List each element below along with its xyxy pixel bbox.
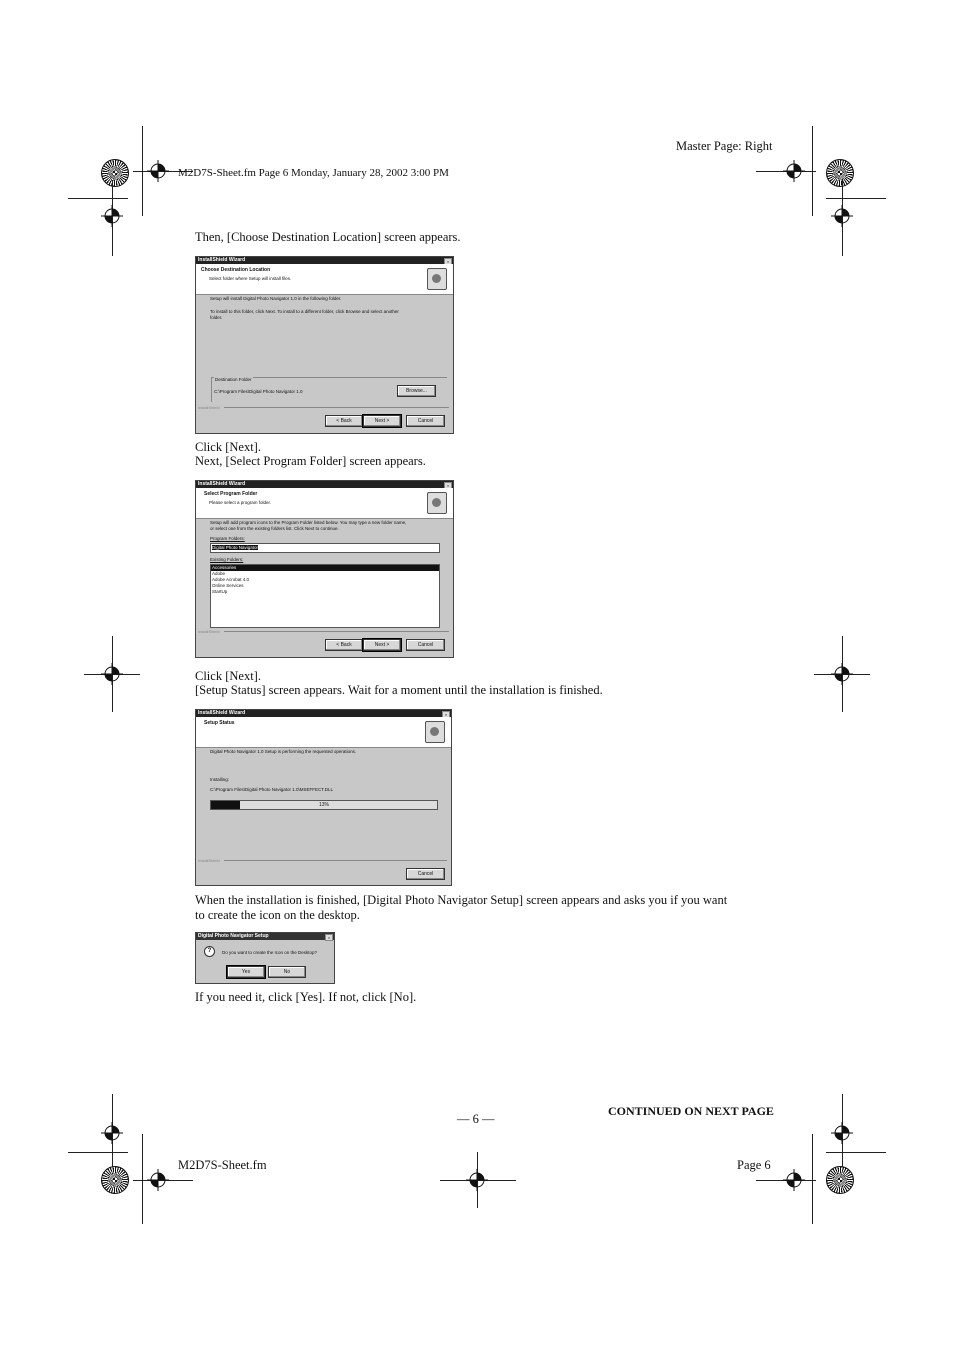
paragraph-click-next-2: Click [Next]. (195, 669, 261, 683)
destination-folder-label: Destination Folder (215, 377, 252, 382)
next-button[interactable]: Next > (363, 415, 401, 427)
registration-target-icon (831, 1122, 853, 1144)
back-button[interactable]: < Back (325, 639, 363, 651)
dialog-header (196, 717, 451, 748)
registration-target-icon (101, 205, 123, 227)
installshield-brand: InstallShield (198, 629, 220, 634)
paragraph-click-next-1: Click [Next]. (195, 440, 261, 454)
installing-path: C:\Program Files\Digital Photo Navigator 1.0\MSEFFECT.DLL (210, 787, 334, 792)
paragraph-create-icon: to create the icon on the desktop. (195, 908, 360, 922)
browse-button[interactable]: Browse... (397, 385, 436, 397)
registration-target-icon (147, 160, 169, 182)
select-program-folder-dialog (195, 480, 454, 658)
paragraph-select-program-folder: Next, [Select Program Folder] screen appears. (195, 454, 426, 468)
no-button[interactable]: No (268, 966, 306, 978)
paragraph-choose-destination: Then, [Choose Destination Location] screen appears. (195, 230, 461, 244)
installshield-logo-icon (427, 268, 447, 290)
back-button[interactable]: < Back (325, 415, 363, 427)
setup-status-dialog (195, 709, 452, 886)
page-number: — 6 — (457, 1112, 495, 1126)
registration-target-icon (101, 1122, 123, 1144)
registration-target-icon (101, 663, 123, 685)
list-item[interactable]: Adobe (212, 571, 226, 576)
paragraph-setup-status: [Setup Status] screen appears. Wait for a moment until the installation is finished. (195, 683, 603, 697)
dialog-text: To install to this folder, click Next. To install to a different folder, click Browse and select another (210, 309, 399, 314)
registration-target-icon (783, 160, 805, 182)
registration-burst-icon (101, 1166, 129, 1194)
existing-folders-list[interactable] (210, 564, 440, 628)
registration-target-icon (466, 1169, 488, 1191)
master-page-label: Master Page: Right (676, 139, 773, 153)
registration-target-icon (783, 1169, 805, 1191)
registration-burst-icon (826, 1166, 854, 1194)
dialog-message: Do you want to create the Icon on the Desktop? (222, 950, 318, 955)
next-button[interactable]: Next > (363, 639, 401, 651)
installshield-brand: InstallShield (198, 405, 220, 410)
registration-target-icon (831, 205, 853, 227)
dialog-heading: Select Program Folder (204, 491, 258, 497)
footer-filename: M2D7S-Sheet.fm (178, 1158, 267, 1172)
existing-folders-label: Existing Folders: (210, 557, 244, 562)
program-folders-label: Program Folders: (210, 536, 245, 541)
dialog-text: Digital Photo Navigator 1.0 Setup is performing the requested operations. (210, 749, 357, 754)
close-button[interactable]: × (444, 258, 452, 265)
paragraph-yes-or-no: If you need it, click [Yes]. If not, click [No]. (195, 990, 417, 1004)
install-progress-bar (210, 800, 438, 810)
registration-burst-icon (101, 159, 129, 187)
dialog-text: Setup will add program icons to the Program Folder listed below. You may type a new folder name, (210, 520, 407, 525)
dialog-titlebar: InstallShield Wizard (196, 481, 453, 488)
installshield-logo-icon (427, 492, 447, 514)
choose-destination-dialog (195, 256, 454, 434)
dialog-titlebar: InstallShield Wizard (196, 710, 451, 717)
dialog-heading: Setup Status (204, 720, 235, 726)
dialog-header (196, 488, 453, 519)
installshield-logo-icon (425, 721, 445, 743)
list-item[interactable]: Accessories (211, 565, 439, 571)
yes-button[interactable]: Yes (227, 966, 265, 978)
installshield-brand: InstallShield (198, 858, 220, 863)
program-folder-value: Digital Photo Navigator (212, 545, 259, 550)
dialog-subheading: Please select a program folder. (209, 500, 272, 505)
question-icon: ? (204, 946, 215, 957)
cancel-button[interactable]: Cancel (406, 868, 445, 880)
progress-percent: 13% (318, 802, 329, 808)
dialog-titlebar: InstallShield Wizard (196, 257, 453, 264)
registration-burst-icon (826, 159, 854, 187)
program-folder-input[interactable] (210, 543, 440, 553)
dialog-heading: Choose Destination Location (201, 267, 271, 273)
registration-target-icon (831, 663, 853, 685)
destination-folder-path: C:\Program Files\Digital Photo Navigator 1.0 (214, 389, 303, 394)
dialog-text: or select one from the existing folders list. Click Next to continue. (210, 526, 339, 531)
close-button[interactable]: × (444, 482, 452, 489)
installing-label: Installing: (210, 777, 230, 782)
list-item[interactable]: Adobe Acrobat 4.0 (212, 577, 250, 582)
dialog-text: Setup will install Digital Photo Navigator 1.0 in the following folder. (210, 296, 342, 301)
registration-target-icon (147, 1169, 169, 1191)
create-icon-dialog (195, 932, 335, 984)
dialog-subheading: Select folder where Setup will install files. (209, 276, 292, 281)
dialog-header (196, 264, 453, 295)
paragraph-installation-finished: When the installation is finished, [Digital Photo Navigator Setup] screen appears and asks you if you want (195, 893, 728, 907)
close-button[interactable]: × (325, 934, 333, 941)
continued-label: CONTINUED ON NEXT PAGE (608, 1104, 774, 1118)
footer-page-label: Page 6 (737, 1158, 771, 1172)
cancel-button[interactable]: Cancel (406, 639, 445, 651)
close-button[interactable]: × (442, 711, 450, 718)
file-info: M2D7S-Sheet.fm Page 6 Monday, January 28, 2002 3:00 PM (178, 167, 449, 179)
list-item[interactable]: StartUp (212, 589, 228, 594)
cancel-button[interactable]: Cancel (406, 415, 445, 427)
dialog-titlebar: Digital Photo Navigator Setup (196, 933, 334, 940)
dialog-text: folder. (210, 315, 223, 320)
list-item[interactable]: Online Services (212, 583, 244, 588)
